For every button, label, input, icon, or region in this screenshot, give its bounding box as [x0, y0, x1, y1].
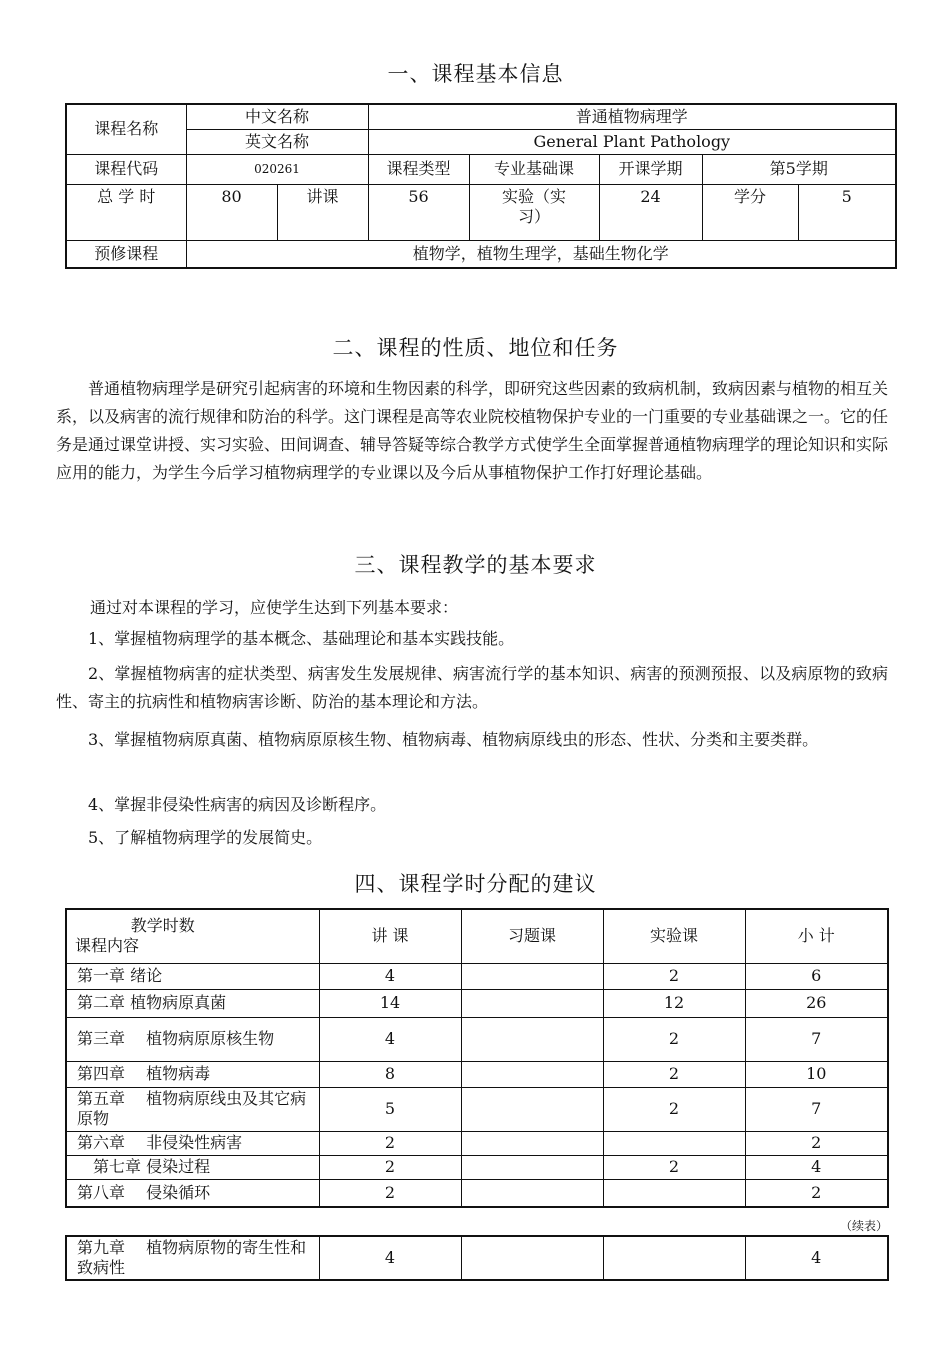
term-label: 开课学期 [599, 154, 702, 184]
cell-subtotal: 4 [745, 1236, 888, 1280]
cell-lecture: 2 [319, 1155, 461, 1179]
cell-lecture: 2 [319, 1131, 461, 1155]
diag-header-top: 教学时数 [130, 916, 195, 936]
lecture-label: 讲课 [277, 184, 368, 240]
cell-content: 第三章 植物病原原核生物 [66, 1017, 319, 1061]
section2-heading: 二、课程的性质、地位和任务 [332, 336, 619, 360]
cell-lecture: 4 [319, 963, 461, 989]
cell-lab: 2 [603, 1087, 745, 1131]
cell-exercise [461, 1236, 603, 1280]
cell-content: 第四章 植物病毒 [66, 1061, 319, 1087]
cell-lab: 12 [603, 989, 745, 1017]
col-header-subtotal: 小 计 [745, 909, 888, 963]
table-row [66, 1155, 888, 1179]
section3-heading: 三、课程教学的基本要求 [354, 553, 597, 577]
cell-exercise [461, 1087, 603, 1131]
cell-lab [603, 1179, 745, 1207]
prereq-label: 预修课程 [66, 240, 186, 268]
total-hours-label: 总 学 时 [66, 184, 186, 240]
cell-lecture: 2 [319, 1179, 461, 1207]
en-name-value: General Plant Pathology [368, 129, 896, 154]
col-header-lab: 实验课 [603, 909, 745, 963]
table-row [66, 963, 888, 989]
table-row [66, 989, 888, 1017]
cell-content: 第六章 非侵染性病害 [66, 1131, 319, 1155]
prereq-value: 植物学，植物生理学，基础生物化学 [186, 240, 896, 268]
lab-value: 24 [599, 184, 702, 240]
credit-value: 5 [798, 184, 896, 240]
cell-content: 第七章 侵染过程 [66, 1155, 319, 1179]
cell-exercise [461, 963, 603, 989]
cell-content: 第二章 植物病原真菌 [66, 989, 319, 1017]
cell-exercise [461, 1155, 603, 1179]
cell-lecture: 4 [319, 1017, 461, 1061]
cell-content: 第一章 绪论 [66, 963, 319, 989]
cell-lab [603, 1236, 745, 1280]
course-code-label: 课程代码 [66, 154, 186, 184]
section4-heading: 四、课程学时分配的建议 [354, 872, 597, 896]
table-row [66, 1179, 888, 1207]
section1-heading: 一、课程基本信息 [387, 62, 564, 86]
table-row [66, 1061, 888, 1087]
requirement-item: 1、掌握植物病理学的基本概念、基础理论和基本实践技能。 [88, 629, 515, 648]
section2-paragraph: 普通植物病理学是研究引起病害的环境和生物因素的科学，即研究这些因素的致病机制，致病因素与植物的相互关系，以及病害的流行规律和防治的科学。这门课程是高等农业院校植物保护专业的一门重要的专业基础课之一。它的任务是通过课堂讲授、实习实验、田间调查、辅导答疑等综合教学方式使学生全面掌握普通植物病理学的理论知识和实际应用的能力，为学生今后学习植物病理学的专业课以及今后从事植物保护工作打好理论基础。 [56, 379, 889, 482]
hours-table-continued [65, 1235, 889, 1281]
table-row [66, 1017, 888, 1061]
credit-label: 学分 [702, 184, 798, 240]
cell-exercise [461, 1061, 603, 1087]
en-name-label: 英文名称 [186, 129, 368, 154]
cell-lab: 2 [603, 1155, 745, 1179]
table-row [66, 1236, 888, 1280]
cell-subtotal: 2 [745, 1131, 888, 1155]
cell-exercise [461, 1179, 603, 1207]
lecture-value: 56 [368, 184, 469, 240]
cell-lecture: 4 [319, 1236, 461, 1280]
cell-lab: 2 [603, 963, 745, 989]
requirement-item: 3、掌握植物病原真菌、植物病原原核生物、植物病毒、植物病原线虫的形态、性状、分类和主要类群。 [88, 730, 819, 749]
cell-lab: 2 [603, 1017, 745, 1061]
cell-content: 第五章 植物病原线虫及其它病原物 [66, 1087, 319, 1131]
cell-subtotal: 26 [745, 989, 888, 1017]
requirement-item: 2、掌握植物病害的症状类型、病害发生发展规律、病害流行学的基本知识、病害的预测预报、以及病原物的致病性、寄主的抗病性和植物病害诊断、防治的基本理论和方法。 [56, 664, 888, 711]
course-code-value: 020261 [186, 154, 368, 184]
total-hours-value: 80 [186, 184, 277, 240]
cell-subtotal: 7 [745, 1017, 888, 1061]
continued-label: （续表） [840, 1219, 889, 1233]
cn-name-value: 普通植物病理学 [368, 104, 896, 129]
cell-subtotal: 6 [745, 963, 888, 989]
requirement-item: 4、掌握非侵染性病害的病因及诊断程序。 [88, 795, 387, 814]
cell-subtotal: 10 [745, 1061, 888, 1087]
lab-label: 实验（实习） [469, 184, 599, 240]
cell-lab: 2 [603, 1061, 745, 1087]
diag-header-bottom: 课程内容 [75, 936, 140, 956]
course-name-label: 课程名称 [66, 104, 186, 154]
cell-content: 第八章 侵染循环 [66, 1179, 319, 1207]
cell-subtotal: 7 [745, 1087, 888, 1131]
basic-info-table [65, 103, 897, 269]
cell-exercise [461, 1131, 603, 1155]
cell-subtotal: 2 [745, 1179, 888, 1207]
cell-content: 第九章 植物病原物的寄生性和致病性 [66, 1236, 319, 1280]
cell-lecture: 5 [319, 1087, 461, 1131]
section3-intro: 通过对本课程的学习，应使学生达到下列基本要求： [90, 598, 459, 617]
cell-lecture: 8 [319, 1061, 461, 1087]
requirement-item: 5、了解植物病理学的发展简史。 [88, 828, 323, 847]
table-row [66, 1087, 888, 1131]
cell-exercise [461, 1017, 603, 1061]
col-header-lecture: 讲 课 [319, 909, 461, 963]
course-type-label: 课程类型 [368, 154, 469, 184]
cell-exercise [461, 989, 603, 1017]
term-value: 第5学期 [702, 154, 896, 184]
cell-lab [603, 1131, 745, 1155]
hours-table [65, 908, 889, 1208]
cell-lecture: 14 [319, 989, 461, 1017]
cn-name-label: 中文名称 [186, 104, 368, 129]
cell-subtotal: 4 [745, 1155, 888, 1179]
course-type-value: 专业基础课 [469, 154, 599, 184]
col-header-exercise: 习题课 [461, 909, 603, 963]
table-row [66, 1131, 888, 1155]
diagonal-header-cell [66, 909, 319, 963]
